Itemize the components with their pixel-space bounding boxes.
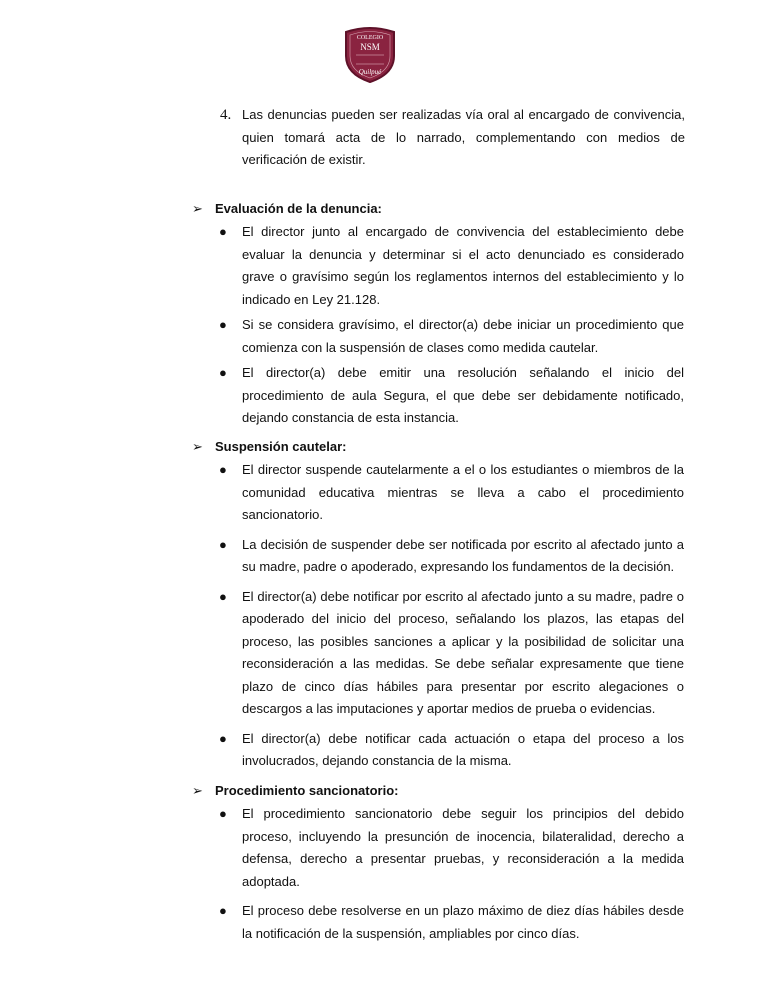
list-item-text: La decisión de suspender debe ser notificada por escrito al afectado junto a su madre, padre o apoderado, expresando los fundamentos de la decisión.: [242, 536, 684, 574]
section-procedimiento: [192, 780, 687, 945]
section-suspension: [192, 436, 687, 773]
list-item-text: El proceso debe resolverse en un plazo máximo de diez días hábiles desde la notificación de la suspensión, ampliables por cinco días.: [242, 903, 684, 941]
list-item-text: El director(a) debe notificar por escrito al afectado junto a su madre, padre o apoderado del inicio del proceso, señalando los plazos, las etapas del proceso, las posibles sanciones a aplicar y la posibilidad de solicitar una reconsideración a las medidas. Se debe señalar expresamente que tiene plazo de cinco días hábiles para presentar por escrito alegaciones o descargos a las imputaciones y aportar medios de prueba o evidencias.: [242, 588, 684, 716]
list-item: [192, 459, 684, 527]
list-item: [192, 534, 684, 579]
numbered-item: [220, 104, 685, 172]
list-item: [192, 900, 684, 945]
list-item-text: Si se considera gravísimo, el director(a) debe iniciar un procedimiento que comienza con la suspensión de clases como medida cautelar.: [242, 317, 684, 355]
bullet-dot-icon: ●: [219, 462, 227, 477]
bullet-dot-icon: ●: [219, 317, 227, 332]
list-item: [192, 586, 684, 721]
section-heading: [192, 436, 687, 458]
section-heading: [192, 780, 687, 802]
bullet-dot-icon: ●: [219, 536, 227, 552]
arrowhead-icon: ➢: [192, 201, 203, 216]
logo-line2: NSM: [360, 42, 380, 52]
bullet-dot-icon: ●: [219, 806, 227, 821]
bullet-dot-icon: ●: [219, 365, 227, 380]
bullet-dot-icon: ●: [219, 224, 227, 239]
bullet-dot-icon: ●: [219, 730, 227, 746]
list-item-text: El director suspende cautelarmente a el o los estudiantes o miembros de la comunidad educativa mientras se lleva a cabo el procedimiento sancionatorio.: [242, 462, 684, 522]
item-number: 4.: [220, 107, 232, 123]
list-item: [192, 362, 684, 430]
list-item-text: El procedimiento sancionatorio debe seguir los principios del debido proceso, incluyendo la presunción de inocencia, bilateralidad, derecho a defensa, derecho a presentar pruebas, y reconsideración a la medida adoptada.: [242, 806, 684, 889]
list-item-text: El director junto al encargado de convivencia del establecimiento debe evaluar la denuncia y determinar si el acto denunciado es considerado grave o gravísimo según los reglamentos internos del establecimiento y lo indicado en Ley 21.128.: [242, 224, 684, 307]
list-item-text: El director(a) debe emitir una resolución señalando el inicio del procedimiento de aula Segura, el que debe ser debidamente notificado, dejando constancia de esta instancia.: [242, 365, 684, 425]
list-item-text: El director(a) debe notificar cada actuación o etapa del proceso a los involucrados, dejando constancia de la misma.: [242, 730, 684, 768]
section-evaluacion: [192, 198, 687, 430]
bullet-dot-icon: ●: [219, 588, 227, 604]
logo-line1: COLEGIO: [356, 35, 384, 41]
list-item: [192, 221, 684, 311]
section-title: Suspensión cautelar:: [215, 439, 347, 454]
logo-line3: Quilpué: [358, 68, 382, 76]
section-title: Procedimiento sancionatorio:: [215, 783, 399, 798]
list-item: [192, 803, 684, 893]
list-item: [192, 314, 684, 359]
school-crest-logo: [343, 26, 397, 84]
section-title: Evaluación de la denuncia:: [215, 201, 382, 216]
arrowhead-icon: ➢: [192, 439, 203, 454]
list-item: [192, 728, 684, 773]
bullet-dot-icon: ●: [219, 903, 227, 918]
arrowhead-icon: ➢: [192, 783, 203, 798]
section-heading: [192, 198, 687, 220]
item-text: Las denuncias pueden ser realizadas vía oral al encargado de convivencia, quien tomará acta de lo narrado, complementando con medios de verificación de existir.: [242, 107, 685, 167]
